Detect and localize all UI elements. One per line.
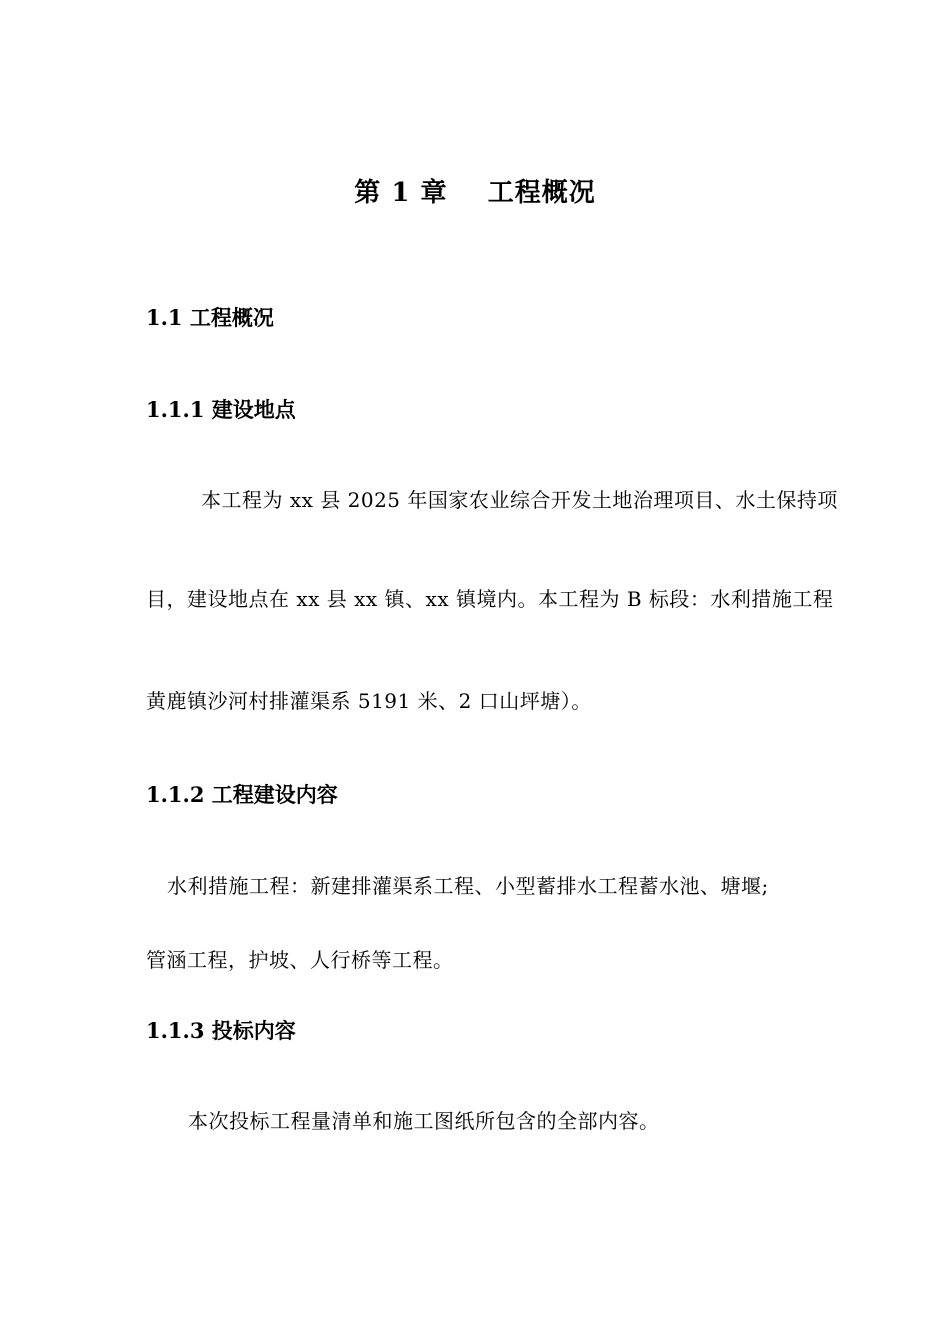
section-heading-1-1: 1.1 工程概况 (146, 305, 274, 330)
paragraph-line: 水利措施工程：新建排灌渠系工程、小型蓄排水工程蓄水池、塘堰; (167, 874, 769, 898)
section-heading-1-1-1: 1.1.1 建设地点 (146, 397, 296, 422)
paragraph-line: 本工程为 xx 县 2025 年国家农业综合开发土地治理项目、水土保持项 (201, 488, 838, 512)
section-heading-1-1-3: 1.1.3 投标内容 (146, 1018, 296, 1043)
paragraph-line: 本次投标工程量清单和施工图纸所包含的全部内容。 (188, 1109, 660, 1133)
paragraph-line: 管涵工程，护坡、人行桥等工程。 (146, 948, 454, 972)
chapter-title: 第 1 章 工程概况 (354, 178, 596, 208)
paragraph-line: 目，建设地点在 xx 县 xx 镇、xx 镇境内。本工程为 B 标段：水利措施工程 (146, 587, 834, 611)
paragraph-line: 黄鹿镇沙河村排灌渠系 5191 米、2 口山坪塘）。 (146, 689, 592, 713)
section-heading-1-1-2: 1.1.2 工程建设内容 (146, 782, 338, 807)
